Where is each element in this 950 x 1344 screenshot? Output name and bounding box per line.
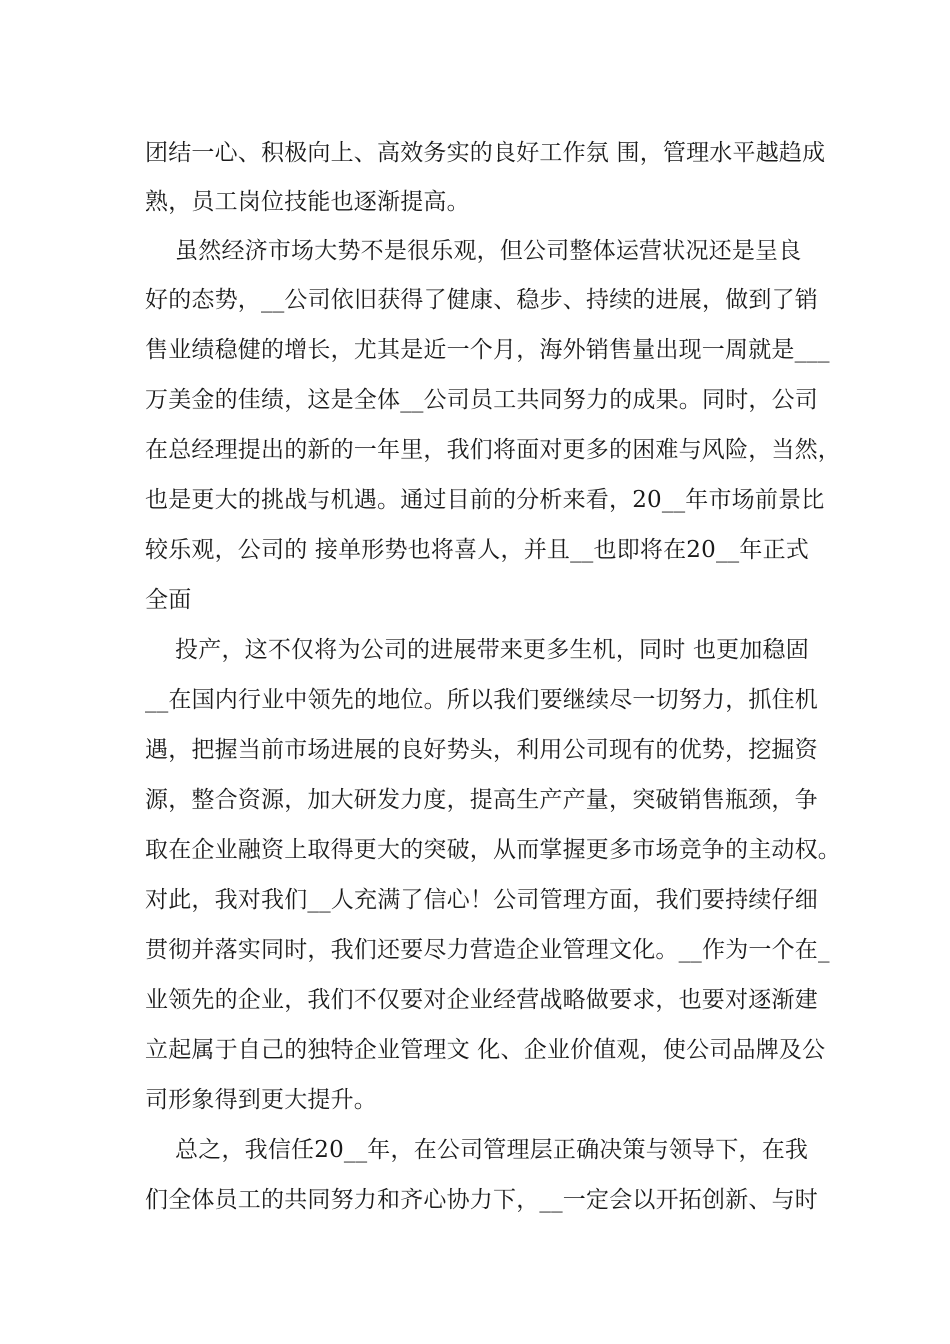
text-line: 熟，员工岗位技能也逐渐提高。 xyxy=(145,189,470,215)
text-line: 团结一心、积极向上、高效务实的良好工作氛 围，管理水平越趋成 xyxy=(145,140,826,166)
text-line: 万美金的佳绩，这是全体__公司员工共同努力的成果。同时，公司 xyxy=(145,387,818,413)
text-line: 虽然经济市场大势不是很乐观，但公司整体运营状况还是呈良 xyxy=(145,238,802,264)
text-line: 贯彻并落实同时，我们还要尽力营造企业管理文化。__作为一个在_ xyxy=(145,937,830,963)
text-line: 取在企业融资上取得更大的突破，从而掌握更多市场竞争的主动权。 xyxy=(145,837,841,863)
text-line: 立起属于自己的独特企业管理文 化、企业价值观，使公司品牌及公 xyxy=(145,1037,826,1063)
text-line: 们全体员工的共同努力和齐心协力下，__一定会以开拓创新、与时 xyxy=(145,1187,818,1213)
text-line: 对此，我对我们__人充满了信心！公司管理方面，我们要持续仔细 xyxy=(145,887,818,913)
text-line: 源，整合资源，加大研发力度，提高生产产量，突破销售瓶颈，争 xyxy=(145,787,818,813)
text-line: 全面 xyxy=(145,587,192,613)
text-line: 总之，我信任20__年，在公司管理层正确决策与领导下，在我 xyxy=(145,1137,809,1163)
text-line: 售业绩稳健的增长，尤其是近一个月，海外销售量出现一周就是___ xyxy=(145,337,830,363)
text-line: 司形象得到更大提升。 xyxy=(145,1087,377,1113)
text-line: 好的态势，__公司依旧获得了健康、稳步、持续的进展，做到了销 xyxy=(145,287,818,313)
text-line: 较乐观，公司的 接单形势也将喜人，并且__也即将在20__年正式 xyxy=(145,537,809,563)
text-line: 也是更大的挑战与机遇。通过目前的分析来看，20__年市场前景比 xyxy=(145,487,825,513)
text-line: 在总经理提出的新的一年里，我们将面对更多的困难与风险，当然， xyxy=(145,437,841,463)
text-line: 投产，这不仅将为公司的进展带来更多生机，同时 也更加稳固 xyxy=(145,637,809,663)
text-line: __在国内行业中领先的地位。所以我们要继续尽一切努力，抓住机 xyxy=(145,687,818,713)
text-line: 遇，把握当前市场进展的良好势头，利用公司现有的优势，挖掘资 xyxy=(145,737,818,763)
text-line: 业领先的企业，我们不仅要对企业经营战略做要求，也要对逐渐建 xyxy=(145,987,818,1013)
